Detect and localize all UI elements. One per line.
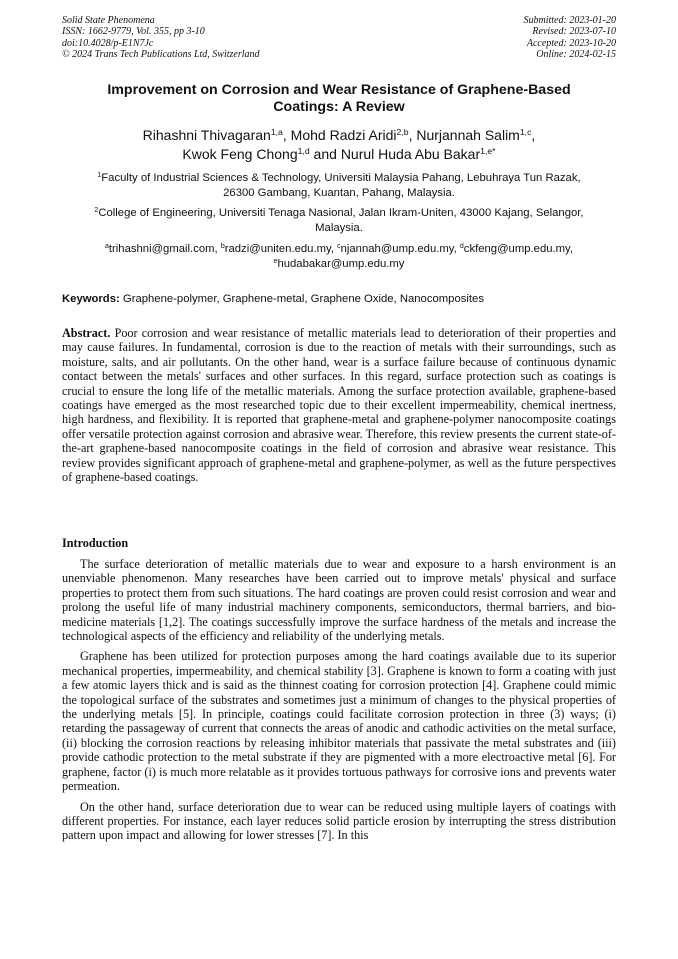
paper-title	[70, 82, 608, 116]
paragraph: On the other hand, surface deterioration due to wear can be reduced using multiple layers of coatings with different properties. For instance, each layer reduces solid particle erosion by interrupting the stress distribution pattern upon impact and allowing for lower stresses [7]. In this	[62, 799, 616, 843]
affiliation-text: Faculty of Industrial Sciences & Technology, Universiti Malaysia Pahang, Lebuhraya Tun Razak,	[101, 172, 581, 184]
author-name: Mohd Radzi Aridi	[290, 127, 397, 143]
email-address[interactable]: hudabakar@ump.edu.my	[277, 257, 405, 270]
affiliation-text: 26300 Gambang, Kuantan, Pahang, Malaysia.	[223, 186, 455, 199]
affiliation	[62, 171, 616, 200]
revised-date: Revised: 2023-07-10	[532, 26, 616, 38]
affiliation-number: 1	[97, 172, 102, 180]
publication-info	[62, 15, 260, 60]
author-name: Nurul Huda Abu Bakar	[340, 146, 481, 162]
author-name: Nurjannah Salim	[416, 127, 520, 143]
author-list	[70, 126, 608, 164]
email-address[interactable]: trihashni@gmail.com	[108, 243, 215, 255]
author-separator: ,	[531, 127, 536, 143]
issn-line: ISSN: 1662-9779, Vol. 355, pp 3-10	[62, 26, 205, 38]
publication-dates	[524, 15, 617, 60]
paragraph: Graphene has been utilized for protection purposes among the hard coatings available due to its superior mechanical properties, impermeability, and chemical stability [3]. Graphene is known to form a coating with just a few atomic layers thick and is said as the thinnest coating for corrosion protection [4]. Graphene could mimic the topological surface of the substrates and sometimes just a minimum of changes to the physical properties of the underlying metals [5]. In principle, coatings could facilitate corrosion protection in three (3) ways; (i) retarding the passageway of current that connects the areas of anodic and cathodic activities on the metal surface, (ii) blocking the corrosion reactions by releasing inhibitor materials that passivate the metal substrates and (iii) provide cathodic protection to the metal substrate if they are pigmented with a more electroactive metal [6]. For graphene, factor (i) is much more relatable as it provides tortuous pathways for corrosive ions and prevents water permeation.	[62, 649, 616, 794]
email-list	[62, 242, 616, 271]
email-mark: b	[220, 243, 225, 251]
email-separator: ,	[214, 243, 221, 255]
affiliation-text: Malaysia.	[315, 221, 363, 234]
keywords-text: Graphene-polymer, Graphene-metal, Graphene Oxide, Nanocomposites	[122, 293, 484, 305]
email-address[interactable]: radzi@uniten.edu.my	[224, 243, 331, 255]
section-heading: Introduction	[62, 536, 129, 550]
affiliation-text: College of Engineering, Universiti Tenaga Nasional, Jalan Ikram-Uniten, 43000 Kajang, Selangor,	[98, 207, 584, 219]
abstract	[62, 326, 616, 484]
accepted-date: Accepted: 2023-10-20	[526, 37, 616, 49]
email-address[interactable]: ckfeng@ump.edu.my	[463, 243, 570, 255]
email-mark: d	[459, 243, 464, 251]
submitted-date: Submitted: 2023-01-20	[523, 15, 616, 26]
author-line	[70, 145, 608, 164]
paragraph: The surface deterioration of metallic materials due to wear and exposure to a harsh environment is an unenviable phenomenon. Many researches have been carried out to improve metals' physical and surface properties to protect them from such situations. The hard coatings are proven could resist corrosion and wear and prolong the useful life of many industrial machinery components, semiconductors, thermal barriers, and bio-medicine materials [1,2]. The coatings successfully improve the surface hardness of the metals and increase the technological aspects of the efficiency and reliability of the underlying metals.	[62, 557, 616, 644]
affiliation-number: 2	[94, 207, 99, 215]
email-mark: a	[104, 243, 109, 251]
online-date: Online: 2024-02-15	[536, 48, 616, 60]
title-line: Coatings: A Review	[273, 99, 405, 115]
email-separator: ,	[569, 243, 574, 255]
keywords-label: Keywords:	[62, 293, 120, 305]
email-separator: ,	[453, 243, 460, 255]
abstract-label: Abstract.	[62, 326, 111, 340]
author-affiliation-mark: 1,a	[270, 127, 283, 138]
author-affiliation-mark: 1,e*	[480, 146, 496, 157]
abstract-text: Poor corrosion and wear resistance of metallic materials lead to deterioration of their properties and may cause failures. In fundamental, corrosion is due to the reaction of metals with their surroundings, such as moisture, salts, and air pollutants. On the other hand, wear is a surface failure because of continuous dynamic contact between the metals' surfaces and other surfaces. In this regard, surface protection such as coatings is crucial to ensure the long life of the metallic materials. Among the surface protection available, graphene-based coatings have emerged as the most researched topic due to their excellent impermeability, chemical inertness, high hardness, and flexibility. It is reported that graphene-metal and graphene-polymer nanocomposite coatings offer versatile protection against corrosion and abrasive wear. Therefore, this review presents the current state-of-the-art graphene-based nanocomposite coatings in the field of corrosion and abrasive wear resistance. This review provides significant approach of graphene-metal and graphene-polymer, as well as the future perspectives of graphene-based coatings.	[62, 326, 617, 485]
email-address[interactable]: njannah@ump.edu.my	[340, 243, 454, 255]
copyright-line: © 2024 Trans Tech Publications Ltd, Switzerland	[62, 48, 260, 60]
author-separator: and	[309, 146, 341, 162]
author-name: Kwok Feng Chong	[182, 146, 298, 162]
author-line	[70, 126, 608, 145]
doi-line: doi:10.4028/p-E1N7Jc	[62, 37, 154, 49]
author-separator: ,	[282, 127, 291, 143]
author-separator: ,	[408, 127, 417, 143]
title-line: Improvement on Corrosion and Wear Resistance of Graphene-Based	[107, 82, 571, 98]
author-affiliation-mark: 1,d	[297, 146, 310, 157]
introduction-body	[62, 557, 616, 849]
email-mark: e	[273, 257, 278, 265]
author-name: Rihashni Thivagaran	[142, 127, 271, 143]
keywords	[62, 292, 616, 306]
journal-name: Solid State Phenomena	[62, 15, 155, 26]
affiliation	[62, 206, 616, 235]
email-mark: c	[337, 243, 341, 251]
author-affiliation-mark: 1,c	[519, 127, 532, 138]
author-affiliation-mark: 2,b	[396, 127, 409, 138]
email-separator: ,	[330, 243, 338, 255]
